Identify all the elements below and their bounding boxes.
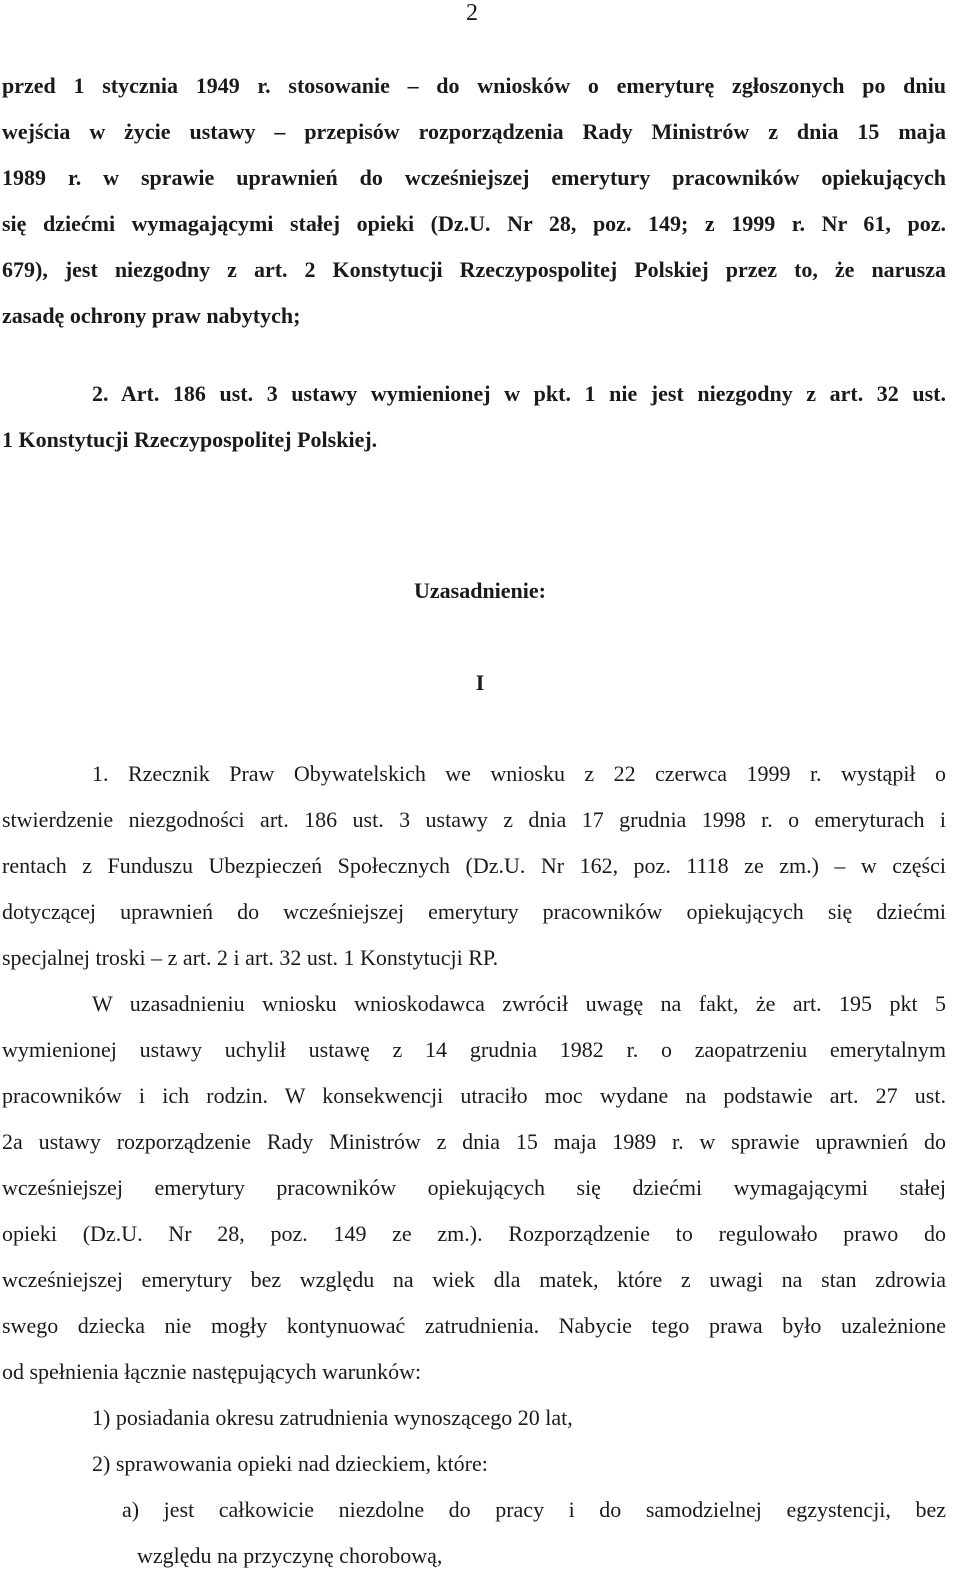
para2-line-7: wcześniejszej emerytury bez względu na wiek dla matek, które z uwagi na stan zdrowia	[2, 1267, 946, 1292]
bold-line-2: wejścia w życie ustawy – przepisów rozporządzenia Rady Ministrów z dnia 15 maja	[2, 119, 946, 144]
para2-line-2: wymienionej ustawy uchylił ustawę z 14 grudnia 1982 r. o zaopatrzeniu emerytalnym	[2, 1037, 946, 1062]
para1-line-4: dotyczącej uprawnień do wcześniejszej emerytury pracowników opiekujących się dziećmi	[2, 899, 946, 924]
para2-line-9: od spełnienia łącznie następujących warunków:	[2, 1359, 422, 1384]
para2-line-1: W uzasadnieniu wniosku wnioskodawca zwrócił uwagę na fakt, że art. 195 pkt 5	[92, 991, 946, 1016]
bold-line-4: się dziećmi wymagającymi stałej opieki (Dz.U. Nr 28, poz. 149; z 1999 r. Nr 61, poz.	[2, 211, 946, 236]
bold-line-1: przed 1 stycznia 1949 r. stosowanie – do wniosków o emeryturę zgłoszonych po dniu	[2, 73, 946, 98]
para1-line-5: specjalnej troski – z art. 2 i art. 32 ust. 1 Konstytucji RP.	[2, 945, 499, 970]
section-number: I	[475, 670, 485, 695]
para2-line-4: 2a ustawy rozporządzenie Rady Ministrów z dnia 15 maja 1989 r. w sprawie uprawnień do	[2, 1129, 946, 1154]
bold-line-5: 679), jest niezgodny z art. 2 Konstytucji Rzeczypospolitej Polskiej przez to, że narusza	[2, 257, 946, 282]
para1-line-2: stwierdzenie niezgodności art. 186 ust. 3 ustawy z dnia 17 grudnia 1998 r. o emeryturach i	[2, 807, 946, 832]
list-item-2: 2) sprawowania opieki nad dzieckiem, które:	[92, 1451, 488, 1476]
sub-item-a-line-1: a) jest całkowicie niezdolne do pracy i do samodzielnej egzystencji, bez	[122, 1497, 946, 1522]
para2-line-6: opieki (Dz.U. Nr 28, poz. 149 ze zm.). Rozporządzenie to regulowało prawo do	[2, 1221, 946, 1246]
bold-line-3: 1989 r. w sprawie uprawnień do wcześniejszej emerytury pracowników opiekujących	[2, 165, 946, 190]
point-2-line-1: 2. Art. 186 ust. 3 ustawy wymienionej w pkt. 1 nie jest niezgodny z art. 32 ust.	[92, 381, 946, 406]
sub-item-a-line-2: względu na przyczynę chorobową,	[137, 1543, 443, 1568]
para1-line-3: rentach z Funduszu Ubezpieczeń Społecznych (Dz.U. Nr 162, poz. 1118 ze zm.) – w części	[2, 853, 946, 878]
para1-line-1: 1. Rzecznik Praw Obywatelskich we wniosku z 22 czerwca 1999 r. wystąpił o	[92, 761, 946, 786]
page-number: 2	[466, 0, 478, 26]
para2-line-5: wcześniejszej emerytury pracowników opiekujących się dziećmi wymagającymi stałej	[2, 1175, 946, 1200]
para2-line-8: swego dziecka nie mogły kontynuować zatrudnienia. Nabycie tego prawa było uzależnione	[2, 1313, 946, 1338]
point-2-line-2: 1 Konstytucji Rzeczypospolitej Polskiej.	[2, 427, 378, 452]
list-item-1: 1) posiadania okresu zatrudnienia wynoszącego 20 lat,	[92, 1405, 573, 1430]
bold-line-6: zasadę ochrony praw nabytych;	[2, 303, 301, 328]
para2-line-3: pracowników i ich rodzin. W konsekwencji utraciło moc wydane na podstawie art. 27 ust.	[2, 1083, 946, 1108]
section-heading: Uzasadnienie:	[414, 578, 546, 603]
